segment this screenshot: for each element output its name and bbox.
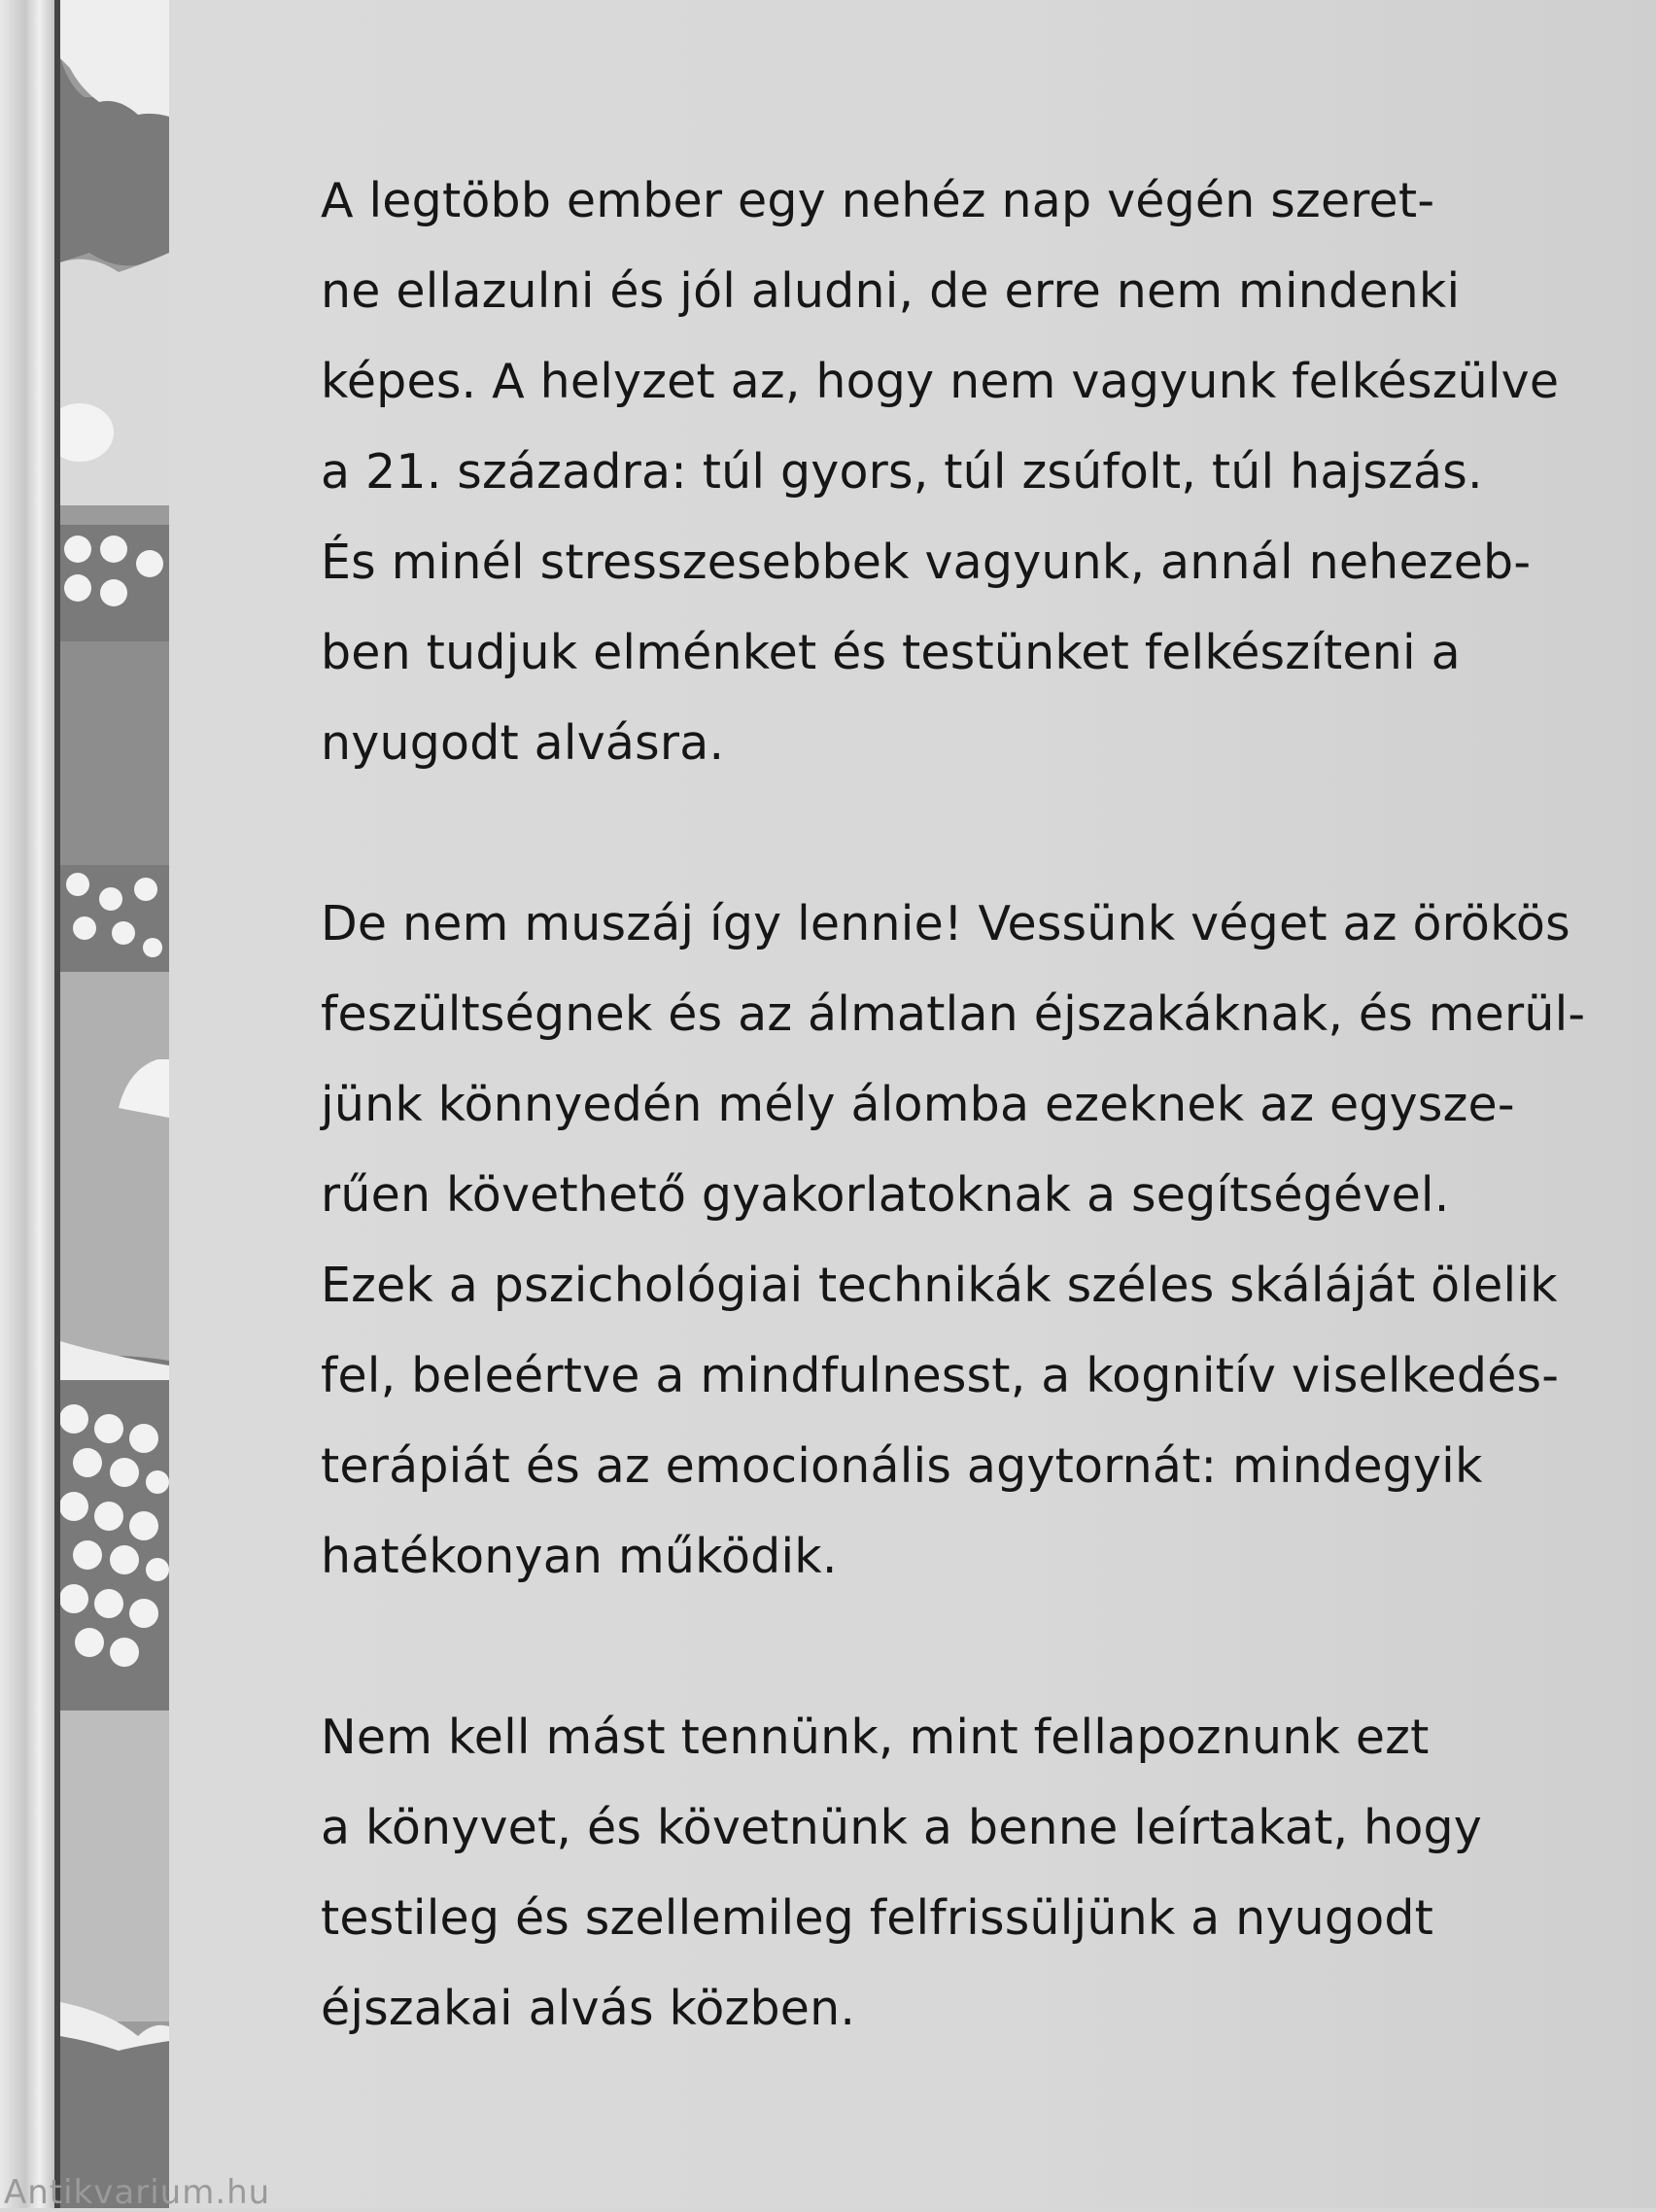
text-line: nyugodt alvásra. [321, 715, 725, 771]
decorative-pattern-strip [60, 0, 169, 2208]
text-line: Nem kell mást tennünk, mint fellapoznunk ezt [321, 1710, 1430, 1765]
text-line: rűen követhető gyakorlatoknak a segítségével. [321, 1167, 1450, 1223]
text-line: terápiát és az emocionális agytornát: mindegyik [321, 1438, 1483, 1494]
text-line: testileg és szellemileg felfrissüljünk a nyugodt [321, 1890, 1434, 1946]
text-line: a 21. századra: túl gyors, túl zsúfolt, túl hajszás. [321, 444, 1483, 500]
body-text [321, 156, 1604, 2144]
text-line: fel, beleértve a mindfulnesst, a kognitív viselkedés- [321, 1348, 1560, 1403]
text-line: a könyvet, és követnünk a benne leírtakat, hogy [321, 1800, 1482, 1855]
text-line: ben tudjuk elménket és testünket felkészíteni a [321, 625, 1461, 680]
paragraph-3 [321, 1692, 1604, 2054]
text-line: feszültségnek és az álmatlan éjszakáknak, és merül- [321, 986, 1586, 1042]
page-binding-edge [0, 0, 56, 2208]
paragraph-2 [321, 879, 1604, 1602]
paragraph-1 [321, 156, 1604, 788]
text-line: A legtöbb ember egy nehéz nap végén szeret- [321, 173, 1435, 228]
text-line: De nem muszáj így lennie! Vessünk véget az örökös [321, 896, 1570, 951]
text-line: ne ellazulni és jól aludni, de erre nem mindenki [321, 263, 1461, 319]
text-line: Ezek a pszichológiai technikák széles skáláját ölelik [321, 1258, 1558, 1313]
text-line: És minél stresszesebbek vagyunk, annál nehezeb- [321, 535, 1532, 590]
text-line: éjszakai alvás közben. [321, 1981, 856, 2036]
text-line: jünk könnyedén mély álomba ezeknek az egysze- [321, 1077, 1515, 1132]
watermark: Antikvarium.hu [4, 2173, 271, 2212]
text-line: hatékonyan működik. [321, 1529, 838, 1584]
text-line: képes. A helyzet az, hogy nem vagyunk felkészülve [321, 354, 1560, 409]
